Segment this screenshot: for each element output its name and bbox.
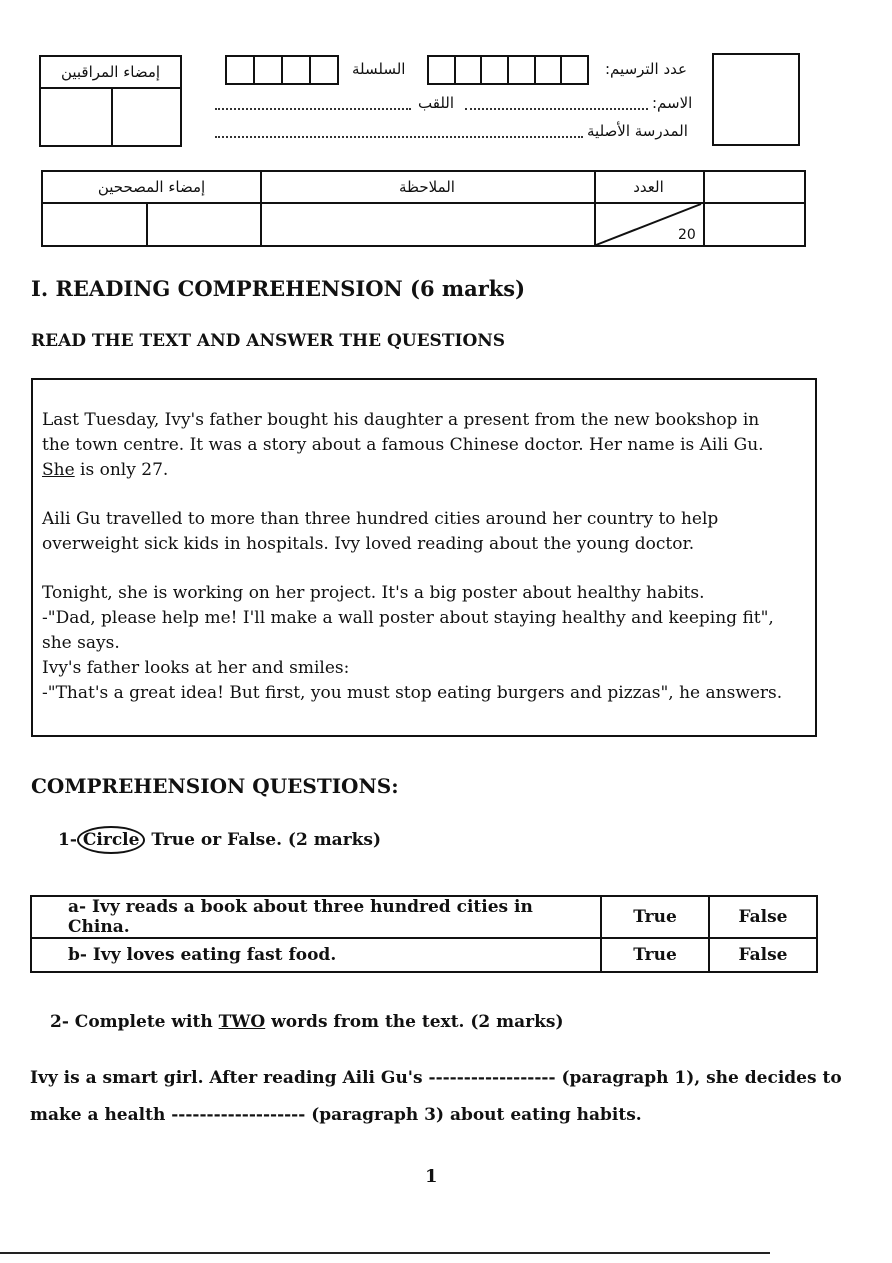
paragraph-3: Tonight, she is working on her project. It's a big poster about healthy habits. -"Dad, please help me! I'll make a wall poster about staying healthy and keeping fit", she says. Ivy's father looks at her and smiles: -"That's a great idea! But first, you must stop eating burgers and pizzas", he answers. bbox=[42, 583, 783, 703]
paragraph-2: Aili Gu travelled to more than three hundred cities around her country to help overweight sick kids in hospitals. Ivy loved reading about the young doctor. bbox=[42, 509, 719, 554]
two-word: TWO bbox=[218, 1012, 266, 1032]
true-false-table bbox=[30, 895, 818, 973]
option-false-b[interactable]: False bbox=[709, 938, 817, 972]
statement-b: b- Ivy loves eating fast food. bbox=[31, 938, 601, 972]
table-row bbox=[31, 938, 817, 972]
series-label: السلسلة bbox=[352, 60, 406, 78]
blank-1[interactable]: ------------------ bbox=[428, 1068, 556, 1088]
school-label: المدرسة الأصلية bbox=[587, 122, 688, 140]
bottom-rule bbox=[0, 1252, 770, 1254]
name-field[interactable] bbox=[465, 108, 648, 110]
table-row bbox=[31, 896, 817, 938]
supervisors-label: إمضاء المراقبين bbox=[60, 63, 161, 81]
question-1: 1- Circle True or False. (2 marks) bbox=[58, 826, 381, 854]
reading-text-box bbox=[31, 378, 817, 737]
series-digit-boxes[interactable] bbox=[225, 55, 339, 85]
question-2: 2- Complete with TWO words from the text. (2 marks) bbox=[50, 1012, 564, 1032]
surname-field[interactable] bbox=[215, 108, 411, 110]
registration-label: عدد الترسيم: bbox=[605, 60, 687, 78]
registration-digit-boxes[interactable] bbox=[427, 55, 589, 85]
school-field[interactable] bbox=[215, 136, 583, 138]
completion-line-1: Ivy is a smart girl. After reading Aili Gu's ------------------ (paragraph 1), she decides to bbox=[30, 1068, 842, 1088]
remark-label: الملاحظة bbox=[399, 178, 455, 196]
name-label: الاسم: bbox=[652, 94, 693, 112]
grade-label: العدد bbox=[633, 178, 664, 196]
section-title: I. READING COMPREHENSION (6 marks) bbox=[31, 276, 526, 301]
option-false-a[interactable]: False bbox=[709, 896, 817, 938]
questions-title: COMPREHENSION QUESTIONS: bbox=[31, 774, 399, 798]
paragraph-1: Last Tuesday, Ivy's father bought his daughter a present from the new bookshop in the town centre. It was a story about a famous Chinese doctor. Her name is Aili Gu. She is only 27. bbox=[42, 410, 764, 480]
circle-word: Circle bbox=[77, 826, 146, 854]
statement-a: a- Ivy reads a book about three hundred cities in China. bbox=[31, 896, 601, 938]
supervisors-signature-box bbox=[39, 55, 182, 147]
option-true-b[interactable]: True bbox=[601, 938, 709, 972]
correctors-label: إمضاء المصححين bbox=[97, 178, 206, 196]
page-number: 1 bbox=[425, 1166, 438, 1187]
blank-2[interactable]: ------------------- bbox=[171, 1105, 306, 1125]
candidate-number-box bbox=[712, 53, 800, 146]
pronoun-she: She bbox=[42, 460, 75, 480]
section-instruction: READ THE TEXT AND ANSWER THE QUESTIONS bbox=[31, 331, 506, 351]
option-true-a[interactable]: True bbox=[601, 896, 709, 938]
completion-line-2: make a health ------------------- (paragraph 3) about eating habits. bbox=[30, 1105, 642, 1125]
grading-table bbox=[41, 170, 806, 247]
max-score: 20 bbox=[678, 227, 696, 243]
surname-label: اللقب bbox=[418, 94, 455, 112]
